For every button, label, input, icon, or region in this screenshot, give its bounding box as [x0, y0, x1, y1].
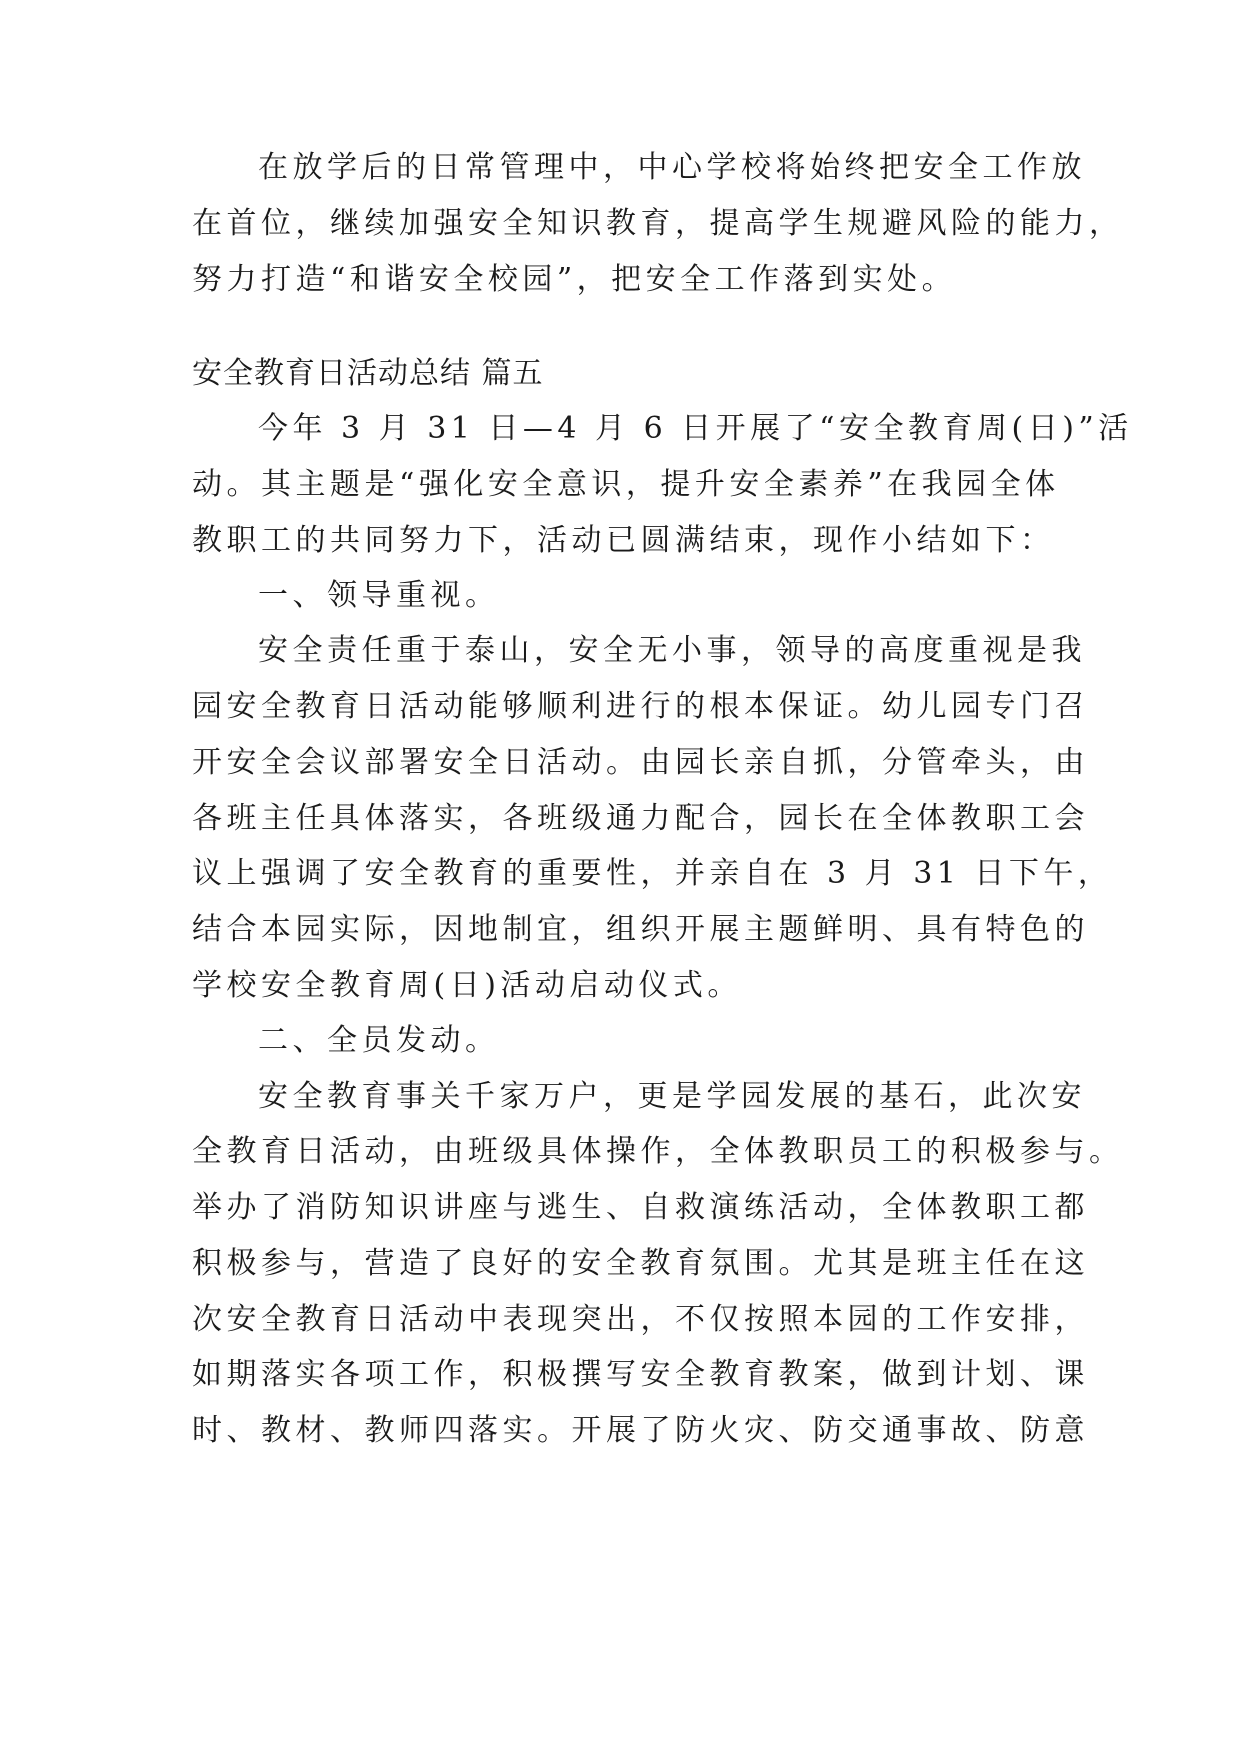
paragraph-line: 全教育日活动，由班级具体操作，全体教职员工的积极参与。: [192, 1134, 1124, 1169]
subheading-mobilization: 二、全员发动。: [258, 1023, 500, 1058]
paragraph-line: 议上强调了安全教育的重要性，并亲自在 3 月 31 日下午，: [192, 856, 1113, 891]
paragraph-line: 安全教育事关千家万户，更是学园发展的基石，此次安: [258, 1079, 1086, 1114]
paragraph-line: 教职工的共同努力下，活动已圆满结束，现作小结如下：: [192, 523, 1055, 558]
paragraph-line: 举办了消防知识讲座与逃生、自救演练活动，全体教职工都: [192, 1190, 1089, 1225]
paragraph-line: 园安全教育日活动能够顺利进行的根本保证。幼儿园专门召: [192, 689, 1089, 724]
paragraph-line: 在首位，继续加强安全知识教育，提高学生规避风险的能力，: [192, 206, 1124, 241]
paragraph-line: 动。其主题是“强化安全意识，提升安全素养”在我园全体: [192, 467, 1060, 502]
paragraph-line: 结合本园实际，因地制宜，组织开展主题鲜明、具有特色的: [192, 912, 1089, 947]
paragraph-line: 在放学后的日常管理中，中心学校将始终把安全工作放: [258, 150, 1086, 185]
paragraph-line: 努力打造“和谐安全校园”，把安全工作落到实处。: [192, 262, 957, 297]
subheading-leadership: 一、领导重视。: [258, 578, 500, 613]
section-title: 安全教育日活动总结 篇五: [192, 356, 544, 391]
paragraph-line: 今年 3 月 31 日—4 月 6 日开展了“安全教育周(日)”活: [258, 411, 1133, 446]
paragraph-line: 如期落实各项工作，积极撰写安全教育教案，做到计划、课: [192, 1357, 1089, 1392]
paragraph-line: 积极参与，营造了良好的安全教育氛围。尤其是班主任在这: [192, 1246, 1089, 1281]
paragraph-line: 时、教材、教师四落实。开展了防火灾、防交通事故、防意: [192, 1413, 1089, 1448]
paragraph-line: 学校安全教育周(日)活动启动仪式。: [192, 968, 742, 1003]
paragraph-line: 安全责任重于泰山，安全无小事，领导的高度重视是我: [258, 633, 1086, 668]
paragraph-line: 各班主任具体落实，各班级通力配合，园长在全体教职工会: [192, 801, 1089, 836]
paragraph-line: 次安全教育日活动中表现突出，不仅按照本园的工作安排，: [192, 1302, 1089, 1337]
paragraph-line: 开安全会议部署安全日活动。由园长亲自抓，分管牵头，由: [192, 745, 1089, 780]
